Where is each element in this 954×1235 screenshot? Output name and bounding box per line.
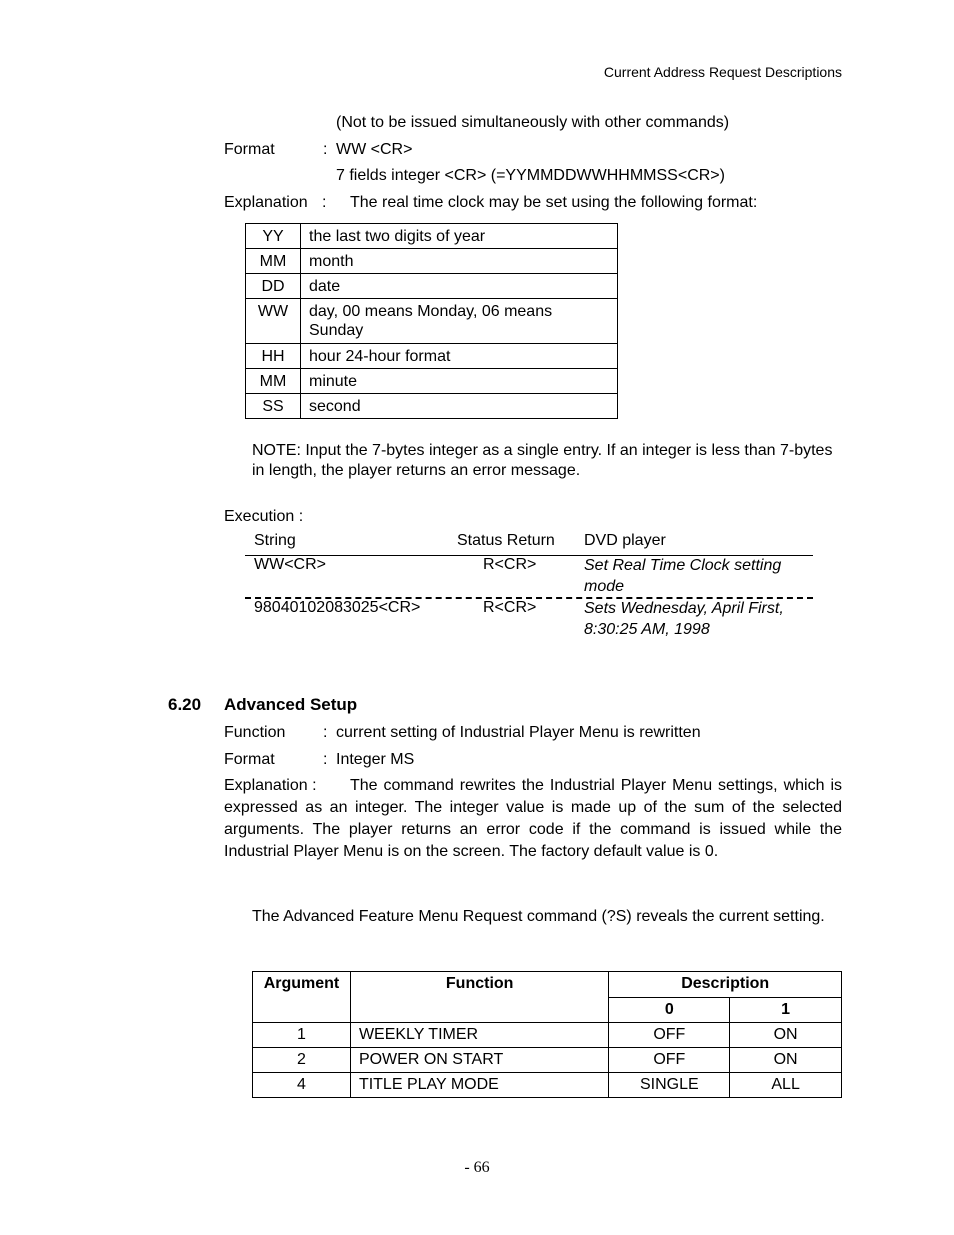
field-meaning: the last two digits of year [301, 224, 618, 249]
section-title: Advanced Setup [224, 695, 358, 714]
field-meaning: minute [301, 369, 618, 394]
table-row [246, 394, 618, 419]
value-1-cell: ALL [730, 1073, 842, 1098]
value-0-cell: OFF [609, 1048, 730, 1073]
exec-row-player: Sets Wednesday, April First, 8:30:25 AM, 1998 [584, 600, 784, 638]
table-row [253, 1023, 842, 1048]
argument-cell: 1 [253, 1023, 351, 1048]
table-row [246, 249, 618, 274]
argument-cell: 4 [253, 1073, 351, 1098]
field-code: HH [246, 344, 301, 369]
field-code: MM [246, 249, 301, 274]
exec-row-string: 98040102083025<CR> [254, 599, 421, 616]
exec-header-player: DVD player [584, 532, 666, 549]
execution-label: Execution : [224, 508, 304, 525]
header-value-0: 0 [609, 997, 730, 1023]
format-colon: : [323, 141, 328, 158]
function-label: Function [224, 724, 286, 741]
field-meaning: second [301, 394, 618, 419]
format-value: WW <CR> [336, 141, 413, 158]
field-meaning: month [301, 249, 618, 274]
exec-header-string: String [254, 532, 296, 549]
format-label: Format [224, 751, 275, 768]
explanation-paragraph [224, 775, 842, 863]
header-description: Description [609, 972, 842, 998]
field-code: DD [246, 274, 301, 299]
running-header: Current Address Request Descriptions [603, 64, 842, 80]
header-argument: Argument [253, 972, 351, 1023]
format-label: Format [224, 141, 275, 158]
explanation-colon: : [322, 194, 327, 211]
simultaneous-note: (Not to be issued simultaneously with other commands) [336, 114, 730, 131]
function-cell: POWER ON START [350, 1048, 608, 1073]
format-value-2: 7 fields integer <CR> (=YYMMDDWWHHMMSS<CR>) [336, 167, 725, 184]
explanation-label: Explanation [224, 194, 308, 211]
value-1-cell: ON [730, 1048, 842, 1073]
field-code: SS [246, 394, 301, 419]
format-value: Integer MS [336, 751, 415, 768]
function-cell: WEEKLY TIMER [350, 1023, 608, 1048]
field-meaning: day, 00 means Monday, 06 means Sunday [301, 299, 618, 344]
request-paragraph: The Advanced Feature Menu Request command (?S) reveals the current setting. [252, 908, 825, 925]
field-code: YY [246, 224, 301, 249]
page-number: - 66 [464, 1159, 490, 1176]
function-colon: : [323, 724, 328, 741]
field-meaning: hour 24-hour format [301, 344, 618, 369]
field-code: MM [246, 369, 301, 394]
header-function: Function [350, 972, 608, 1023]
table-row [246, 224, 618, 249]
exec-row-status: R<CR> [483, 599, 537, 616]
value-0-cell: OFF [609, 1023, 730, 1048]
input-note: NOTE: Input the 7-bytes integer as a single entry. If an integer is less than 7-bytes in length, the player returns an error message. [252, 442, 833, 479]
table-row [246, 299, 618, 344]
table-row [246, 369, 618, 394]
table-row [246, 274, 618, 299]
exec-row-string: WW<CR> [254, 556, 326, 573]
explanation-body: The command rewrites the Industrial Player Menu settings, which is expressed as an integer. The integer value is made up of the sum of the selected arguments. The player returns an error code if the command is issued while the Industrial Player Menu is on the screen. The factory default value is 0. [224, 777, 842, 860]
header-value-1: 1 [730, 997, 842, 1023]
advanced-setup-table [252, 971, 842, 1098]
table-row [253, 1048, 842, 1073]
clock-format-table [245, 223, 618, 419]
function-value: current setting of Industrial Player Menu is rewritten [336, 724, 701, 741]
exec-header-status: Status Return [457, 532, 555, 549]
format-colon: : [323, 751, 328, 768]
table-row [253, 1073, 842, 1098]
section-number: 6.20 [168, 695, 202, 714]
value-1-cell: ON [730, 1023, 842, 1048]
function-cell: TITLE PLAY MODE [350, 1073, 608, 1098]
table-row [246, 344, 618, 369]
field-code: WW [246, 299, 301, 344]
exec-row-player: Set Real Time Clock setting mode [584, 557, 782, 595]
argument-cell: 2 [253, 1048, 351, 1073]
field-meaning: date [301, 274, 618, 299]
value-0-cell: SINGLE [609, 1073, 730, 1098]
explanation-label: Explanation : [224, 777, 317, 794]
exec-row-status: R<CR> [483, 556, 537, 573]
explanation-text: The real time clock may be set using the following format: [350, 194, 758, 211]
